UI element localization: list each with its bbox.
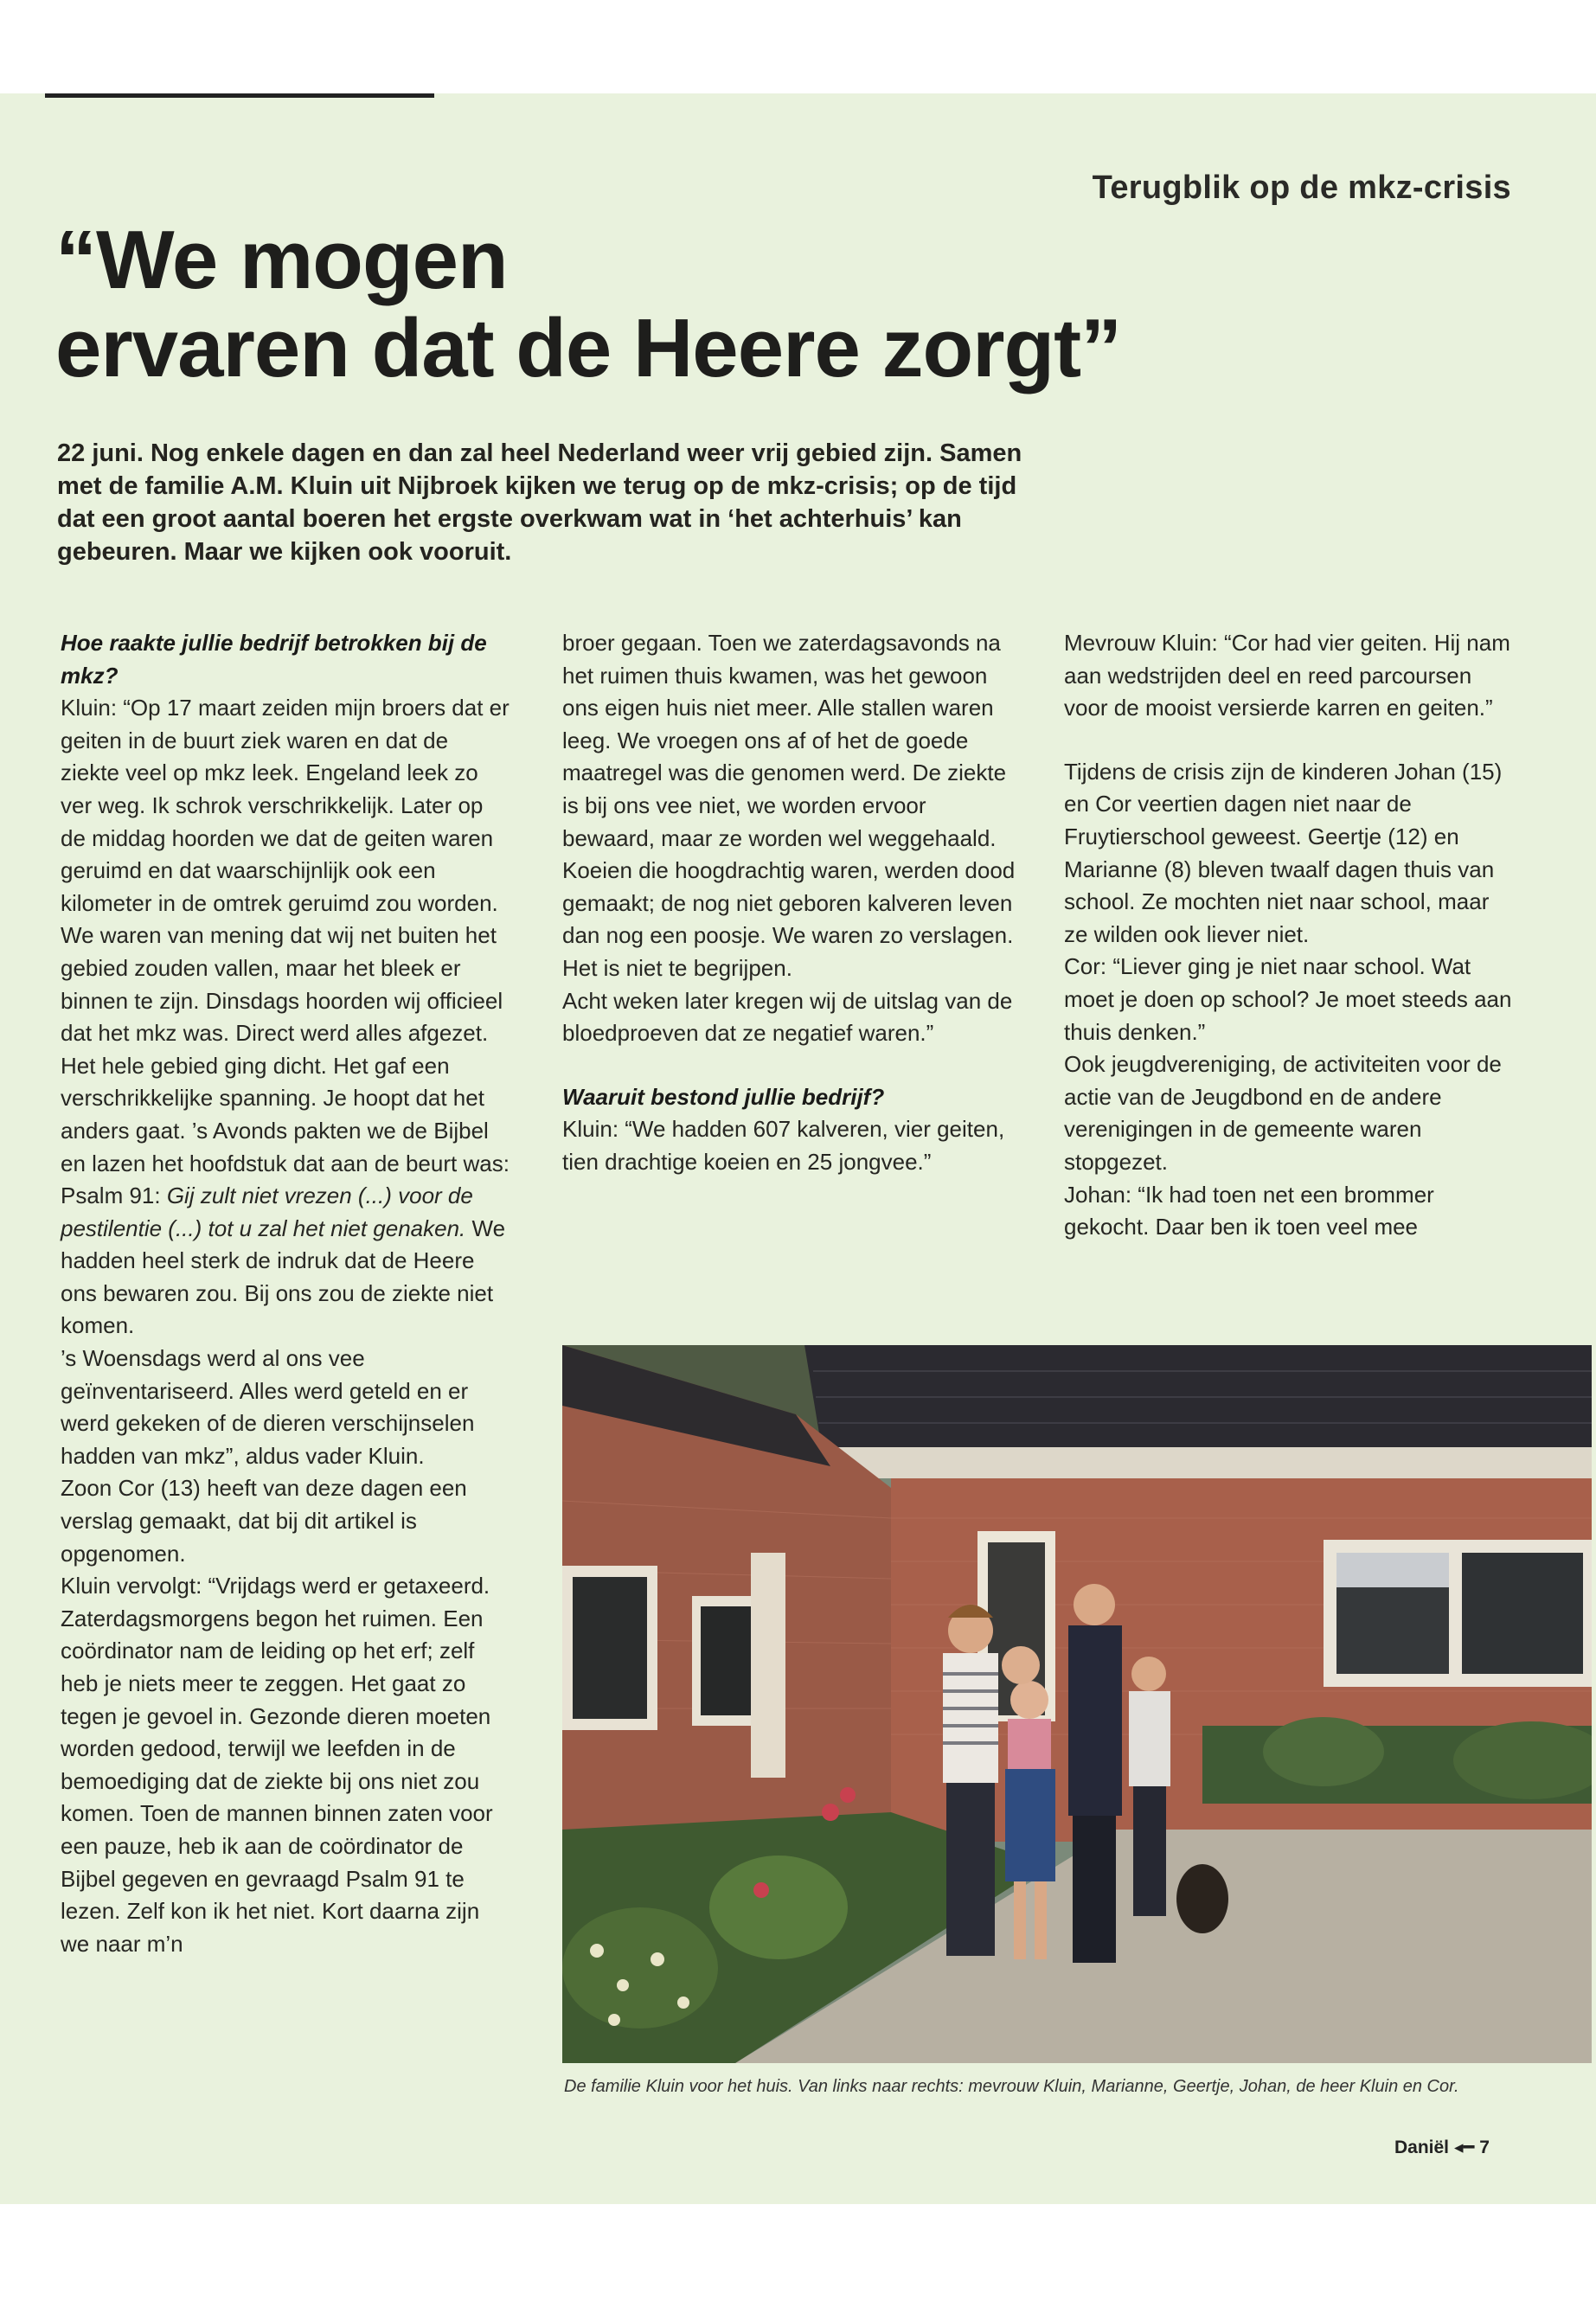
top-rule [45, 93, 434, 98]
paragraph: Mevrouw Kluin: “Cor had vier geiten. Hij nam aan wedstrijden deel en reed parcoursen voor de mooist versierde karren en geiten.” [1064, 630, 1510, 721]
photo-caption: De familie Kluin voor het huis. Van links naar rechts: mevrouw Kluin, Marianne, Geertje, Johan, de heer Kluin en Cor. [564, 2077, 1459, 2096]
paragraph: Acht weken later kregen wij de uitslag van de bloedproeven dat ze negatief waren.” [562, 987, 1013, 1047]
question-heading: Waaruit bestond jullie bedrijf? [562, 1083, 885, 1110]
question-heading: Hoe raakte jullie bedrijf betrokken bij de mkz? [61, 630, 487, 689]
page-footer [1394, 2137, 1490, 2158]
page-number: 7 [1479, 2138, 1490, 2157]
family-photo [562, 1345, 1592, 2063]
paragraph: Johan: “Ik had toen net een brommer gekocht. Daar ben ik toen veel mee [1064, 1181, 1434, 1240]
paragraph: Kluin vervolgt: “Vrijdags werd er getaxeerd. Zaterdagsmorgens begon het ruimen. Een coördinator nam de leiding op het erf; zelf heb je niets meer te zeggen. Het gaat zo tegen je gevoel in. Gezonde dieren moeten worden gedood, terwijl we leefden in de bemoediging dat de ziekte bij ons niet zou komen. Toen de mannen binnen zaten voor een pauze, heb ik aan de coördinator de Bijbel gegeven en gevraagd Psalm 91 te lezen. Zelf kon ik het niet. Kort daarna zijn we naar m’n [61, 1573, 493, 1957]
paragraph: broer gegaan. Toen we zaterdagsavonds na het ruimen thuis kwamen, was het gewoon ons eigen huis niet meer. Alle stallen waren leeg. We vroegen ons af of het de goede maatregel was die genomen werd. De ziekte is bij ons vee niet, we worden ervoor bewaard, maar ze worden wel weggehaald. Koeien die hoogdrachtig waren, werden dood gemaakt; de nog niet geboren kalveren leven dan nog een poosje. We waren zo verslagen. Het is niet te begrijpen. [562, 630, 1016, 981]
article-column-2 [562, 627, 1016, 1179]
headline-line-2: ervaren dat de Heere zorgt” [55, 302, 1122, 394]
headline-line-1: “We mogen [55, 214, 508, 306]
paragraph-text: Kluin: “Op 17 maart zeiden mijn broers dat er geiten in de buurt ziek waren en dat de ziekte veel op mkz leek. Engeland leek zo ver weg. Ik schrok verschrikkelijk. Later op de middag hoorden we dat de geiten waren geruimd en dat waarschijnlijk ook een kilometer in de omtrek geruimd zou worden. We waren van mening dat wij net buiten het gebied zouden vallen, maar het bleek er binnen te zijn. Dinsdags hoorden wij officieel dat het mkz was. Direct werd alles afgezet. Het hele gebied ging dicht. Het gaf een verschrikkelijke spanning. Je hoopt dat het anders gaat. ’s Avonds pakten we de Bijbel en lazen het hoofdstuk dat aan de beurt was: Psalm 91: [61, 695, 510, 1209]
paragraph [61, 692, 510, 1343]
intro-paragraph: 22 juni. Nog enkele dagen en dan zal heel Nederland weer vrij gebied zijn. Samen met de familie A.M. Kluin uit Nijbroek kijken we terug op de mkz-crisis; op de tijd dat een groot aantal boeren het ergste overkwam wat in ‘het achterhuis’ kan gebeuren. Maar we kijken ook vooruit. [57, 439, 1022, 566]
paragraph: ’s Woensdags werd al ons vee geïnventariseerd. Alles werd geteld en er werd gekeken of de dieren verschijnselen hadden van mkz”, aldus vader Kluin. [61, 1345, 475, 1469]
paragraph: Tijdens de crisis zijn de kinderen Johan (15) en Cor veertien dagen niet naar de Fruytierschool geweest. Geertje (12) en Marianne (8) bleven twaalf dagen thuis van school. Ze mochten niet naar school, maar ze wilden ook liever niet. [1064, 758, 1503, 947]
arrow-left-icon: ◂━ [1454, 2138, 1475, 2157]
paragraph-text: We hadden heel sterk de indruk dat de Heere ons bewaren zou. Bij ons zou de ziekte niet komen. [61, 1215, 506, 1339]
headline [55, 216, 1353, 393]
paragraph: Cor: “Liever ging je niet naar school. Wat moet je doen op school? Je moet steeds aan thuis denken.” [1064, 953, 1512, 1045]
paragraph: Zoon Cor (13) heeft van deze dagen een verslag gemaakt, dat bij dit artikel is opgenomen. [61, 1475, 467, 1567]
section-label: Terugblik op de mkz-crisis [1092, 170, 1511, 206]
bible-quote: Gij zult niet vrezen (...) voor de pestilentie (...) tot u zal het niet genaken. [61, 1183, 473, 1241]
paragraph: Ook jeugdvereniging, de activiteiten voor de actie van de Jeugdbond en de andere verenigingen in de gemeente waren stopgezet. [1064, 1051, 1502, 1175]
article-column-1 [61, 627, 510, 1960]
article-column-3 [1064, 627, 1514, 1244]
paragraph: Kluin: “We hadden 607 kalveren, vier geiten, tien drachtige koeien en 25 jongvee.” [562, 1116, 1005, 1175]
magazine-name: Daniël [1394, 2138, 1450, 2157]
